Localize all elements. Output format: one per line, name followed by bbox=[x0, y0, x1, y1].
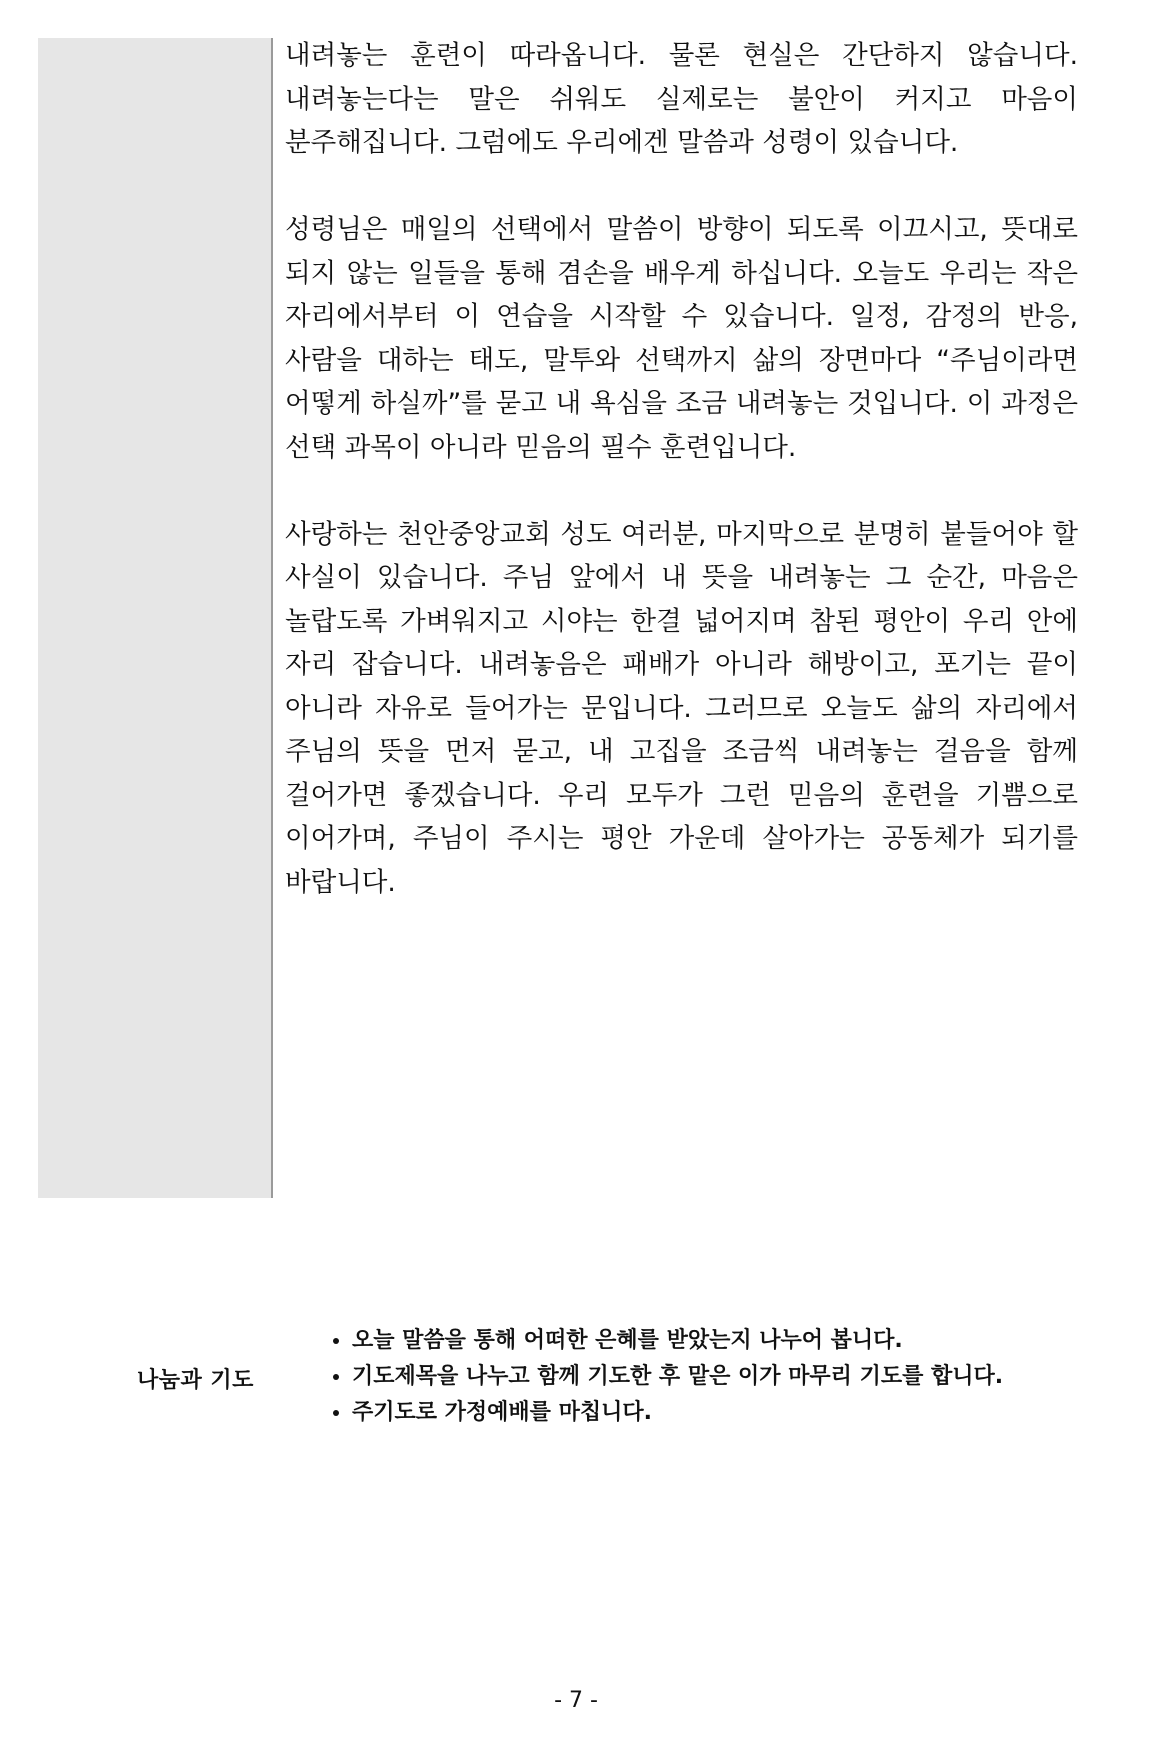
sharing-item-share-grace: • 오늘 말씀을 통해 어떠한 은혜를 받았는지 나누어 봅니다. bbox=[352, 1323, 1132, 1359]
sharing-item-prayer-requests: • 기도제목을 나누고 함께 기도한 후 맡은 이가 마무리 기도를 합니다. bbox=[352, 1359, 1132, 1395]
paragraph-3: 사랑하는 천안중앙교회 성도 여러분, 마지막으로 분명히 붙들어야 할 사실이 있습니다. 주님 앞에서 내 뜻을 내려놓는 그 순간, 마음은 놀랍도록 가벼워지고 시야는 한결 넓어지며 참된 평안이 우리 안에 자리 잡습니다. 내려놓음은 패배가 아니라 해방이고, 포기는 끝이 아니라 자유로 들어가는 문입니다. 그러므로 오늘도 삶의 자리에서 주님의 뜻을 먼저 묻고, 내 고집을 조금씩 내려놓는 걸음을 함께 걸어가면 좋겠습니다. 우리 모두가 그런 믿음의 훈련을 기쁨으로 이어가며, 주님이 주시는 평안 가운데 살아가는 공동체가 되기를 바랍니다. bbox=[285, 518, 1078, 898]
sharing-item-lords-prayer: • 주기도로 가정예배를 마칩니다. bbox=[352, 1395, 1132, 1431]
paragraph-1: 내려놓는 훈련이 따라옵니다. 물론 현실은 간단하지 않습니다. 내려놓는다는 말은 쉬워도 실제로는 불안이 커지고 마음이 분주해집니다. 그럼에도 우리에겐 말씀과 성령이 있습니다. bbox=[285, 40, 1078, 158]
sharing-prayer-label: 나눔과 기도 bbox=[137, 1368, 254, 1393]
paragraph-2: 성령님은 매일의 선택에서 말씀이 방향이 되도록 이끄시고, 뜻대로 되지 않는 일들을 통해 겸손을 배우게 하십니다. 오늘도 우리는 작은 자리에서부터 이 연습을 시작할 수 있습니다. 일정, 감정의 반응, 사람을 대하는 태도, 말투와 선택까지 삶의 장면마다 “주님이라면 어떻게 하실까”를 묻고 내 욕심을 조금 내려놓는 것입니다. 이 과정은 선택 과목이 아니라 믿음의 필수 훈련입니다. bbox=[285, 214, 1078, 463]
side-column-panel bbox=[38, 38, 273, 1198]
page-number: - 7 - bbox=[554, 1688, 598, 1713]
sharing-prayer-list bbox=[330, 1323, 1132, 1431]
sermon-body bbox=[285, 34, 1078, 948]
